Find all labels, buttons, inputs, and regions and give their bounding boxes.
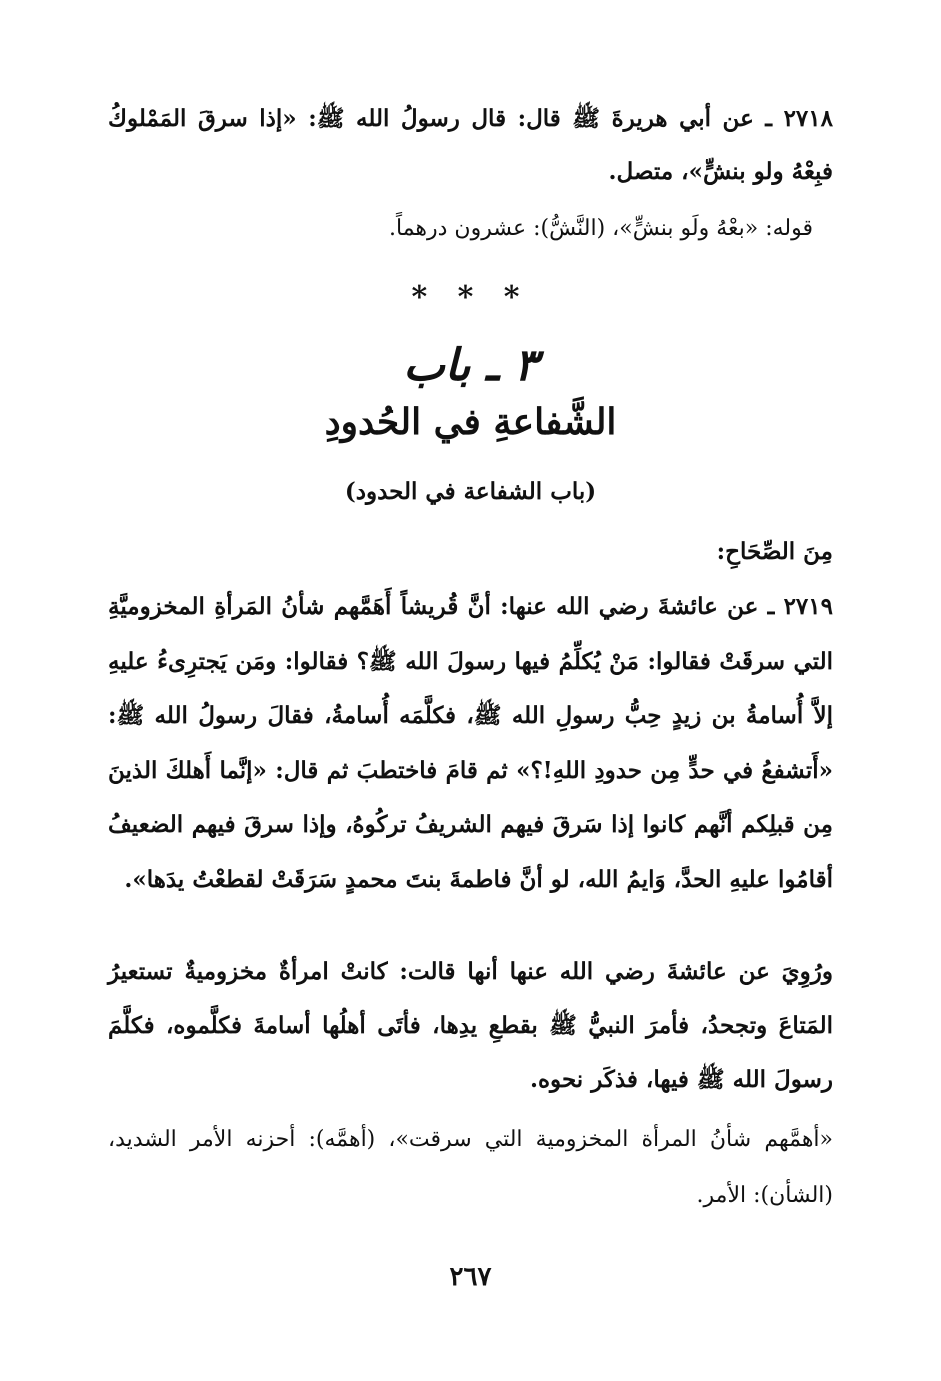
hadith-2719-gloss: «أهمَّهم شأنُ المرأة المخزومية التي سرقت»، (أهمَّه): أحزنه الأمر الشديد، (الشأن): الأمر. bbox=[108, 1127, 833, 1208]
hadith-2718-gloss: قوله: «بعْهُ ولَو بنشٍّ»، (النَّشُّ): عشرون درهماً. bbox=[389, 216, 813, 241]
hadith-2718-paragraph: ٢٧١٨ ـ عن أبي هريرةَ ﷺ قال: قال رسولُ الله ﷺ: «إذا سرقَ المَمْلوكُ فبِعْهُ ولو بنشٍّ»، متصل. bbox=[108, 105, 833, 185]
chapter-title: الشَّفاعةِ في الحُدودِ bbox=[324, 401, 617, 443]
chapter-subtitle: (باب الشفاعة في الحدود) bbox=[344, 478, 597, 505]
chapter-number-heading: ٣ ـ باب bbox=[403, 340, 538, 391]
hadith-2719-paragraph: ٢٧١٩ ـ عن عائشةَ رضي الله عنها: أنَّ قُريشاً أَهَمَّهم شأنُ المَرأةِ المخزوميَّةِ التي سرقَتْ فقالوا: مَنْ يُكلِّمُ فيها رسولَ الله ﷺ؟ فقالوا: ومَن يَجترِىءُ عليهِ إلاَّ أُسامةُ بن زيدٍ حِبُّ رسولِ الله ﷺ، فكلَّمَه أُسامةُ، فقالَ رسولُ الله ﷺ: «أَتشفعُ في حدٍّ مِن حدودِ اللهِ!؟» ثم قامَ فاختطبَ ثم قال: «إنَّما أَهلكَ الذينَ مِن قبلِكم أنَّهم كانوا إذا سَرقَ فيهم الشريفُ تركُوهُ، وإذا سرقَ فيهم الضعيفُ أقامُوا عليهِ الحدَّ، وَايمُ الله، لو أنَّ فاطمةَ بنتَ محمدٍ سَرَقَتْ لقطعْتُ يدَها». bbox=[108, 593, 833, 893]
narration-paragraph: ورُوِيَ عن عائشةَ رضي الله عنها أنها قالت: كانتْ امرأةٌ مخزوميةٌ تستعيرُ المَتاعَ وتجحدُ، فأمرَ النبيُّ ﷺ بقطعِ يدِها، فأتَى أهلُها أسامةَ فكلَّموه، فكلَّمَ رسولَ الله ﷺ فيها، فذكَر نحوه. bbox=[108, 958, 834, 1093]
section-label: مِنَ الصِّحَاحِ: bbox=[716, 538, 833, 565]
section-separator-stars: * * * bbox=[411, 280, 530, 315]
page-number: ٢٦٧ bbox=[449, 1262, 492, 1292]
